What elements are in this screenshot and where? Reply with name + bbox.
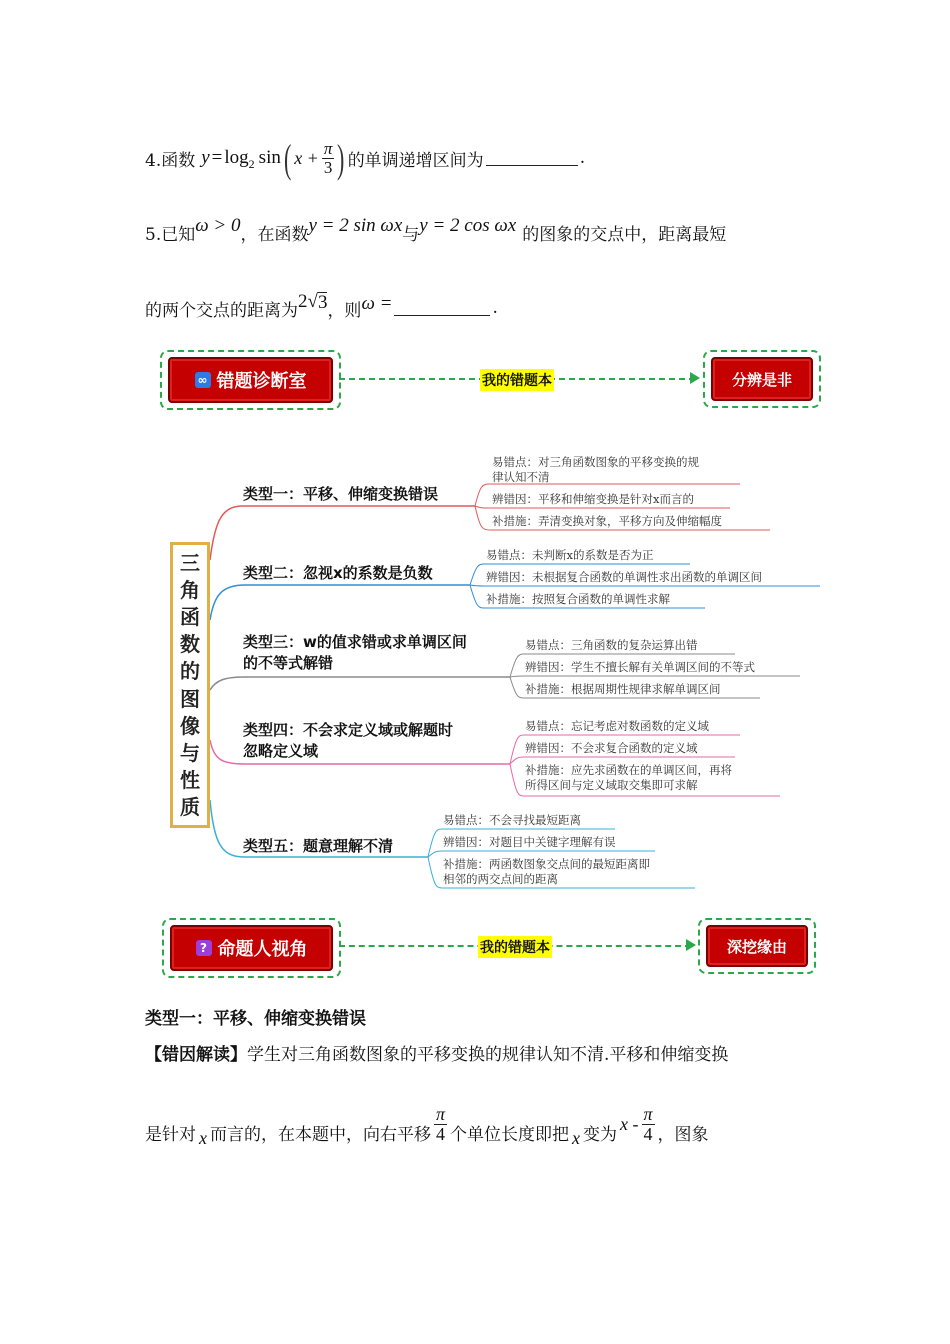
category-5-leaf: 补措施：两函数图象交点间的最短距离即 [443, 857, 650, 871]
banner-2-mid-label: 我的错题本 [478, 936, 552, 958]
problem-5-omega-cond: ω > 0 [195, 215, 241, 236]
reason-x-1: x [199, 1127, 207, 1148]
category-1-leaf: 补措施：弄清变换对象，平移方向及伸缩幅度 [492, 514, 722, 528]
root-char: 三 [180, 550, 200, 575]
reason-line2-d: 变为 [583, 1124, 618, 1145]
sqrt-symbol: √ [307, 291, 318, 312]
root-char: 函 [180, 604, 200, 629]
banner-1-mid-label: 我的错题本 [480, 369, 554, 391]
problem-4-pi: π [323, 138, 333, 158]
arrow-right-icon [686, 939, 696, 951]
category-4-leaf: 辨错因：不会求复合函数的定义域 [525, 741, 698, 755]
problem-4-x-plus: x + [294, 147, 319, 168]
problem-5-with: 与 [402, 224, 420, 245]
problem-4-prefix: 4.函数 [145, 150, 196, 171]
reason-paragraph-line-2 [145, 1102, 709, 1162]
reason-paragraph-line-1 [145, 1040, 728, 1065]
reason-line2-c: 个单位长度即把 [450, 1124, 570, 1145]
root-char: 的 [180, 659, 200, 684]
problem-5-then: ，则 [327, 300, 362, 321]
branch-3 [210, 677, 510, 690]
category-2-leaf: 易错点：未判断x的系数是否为正 [486, 548, 654, 562]
leaf-line [510, 676, 800, 677]
category-1-leaf: 辨错因：平移和伸缩变换是针对x而言的 [492, 492, 694, 506]
reason-pi: π [643, 1103, 653, 1124]
reason-text: 学生对三角函数图象的平移变换的规律认知不清.平移和伸缩变换 [247, 1045, 729, 1065]
reason-line2-b: 而言的，在本题中，向右平移 [210, 1124, 431, 1145]
problem-4-end: . [579, 148, 586, 168]
banner-2-right-button [706, 925, 808, 967]
reason-tag: 【错因解读】 [145, 1045, 247, 1065]
banner-1-right-label: 分辨是非 [731, 370, 792, 389]
right-paren: ) [337, 135, 345, 181]
category-2-leaf: 补措施：按照复合函数的单调性求解 [486, 592, 670, 606]
leaf-line [470, 585, 820, 586]
category-3-leaf: 补措施：根据周期性规律求解单调区间 [525, 682, 721, 696]
link-icon: ∞ [195, 372, 211, 388]
problem-5-f1: y = 2 sin ωx [308, 215, 403, 236]
problem-4-suffix: 的单调递增区间为 [347, 150, 484, 171]
problem-5-omega-eq: ω = [361, 293, 393, 314]
category-3-title-line-1: 类型三：w的值求错或求单调区间 [243, 633, 467, 651]
root-char: 质 [180, 795, 200, 820]
category-3-title-line-2: 的不等式解错 [243, 654, 334, 672]
category-4-title-line-1: 类型四：不会求定义域或解题时 [243, 721, 454, 739]
problem-4-log: log [224, 147, 249, 168]
problem-4-log-base: 2 [248, 156, 255, 171]
category-5-leaf: 辨错因：对题目中关键字理解有误 [443, 835, 616, 849]
section-heading: 类型一：平移、伸缩变换错误 [145, 1009, 366, 1029]
category-1-title: 类型一：平移、伸缩变换错误 [243, 485, 439, 503]
branch-1 [210, 506, 475, 560]
root-char: 像 [180, 713, 200, 738]
problem-4-sin: sin [258, 147, 281, 168]
left-paren: ( [283, 135, 292, 181]
problem-5-dist-coef: 2 [298, 291, 308, 312]
reason-fraction-pi-over-4 [434, 1105, 447, 1144]
problem-5-f2: y = 2 cos ωx [419, 215, 517, 236]
banner-1-left-label: 错题诊断室 [216, 371, 307, 392]
category-3-leaf: 易错点：三角函数的复杂运算出错 [525, 638, 698, 652]
problem-5-comma: ，在函数 [240, 224, 309, 245]
root-char: 数 [180, 632, 200, 657]
banner-2-right-label: 深挖缘由 [726, 937, 787, 956]
problem-4-eq: = [211, 147, 223, 168]
category-4-leaf: 补措施：应先求函数在的单调区间，再将 [525, 763, 732, 777]
mindmap-root [170, 542, 210, 828]
category-5-title: 类型五：题意理解不清 [243, 837, 394, 855]
problem-5-prefix: 5.已知 [145, 224, 196, 245]
category-2-leaf: 辨错因：未根据复合函数的单调性求出函数的单调区间 [486, 570, 762, 584]
category-4-leaf: 所得区间与定义域取交集即可求解 [525, 778, 698, 792]
reason-x-minus: x - [620, 1113, 639, 1134]
category-2-title: 类型二：忽视x的系数是负数 [243, 564, 433, 582]
reason-four: 4 [436, 1123, 446, 1144]
category-4-leaf: 易错点：忘记考虑对数函数的定义域 [525, 719, 709, 733]
reason-x-2: x [572, 1127, 581, 1148]
reason-four: 4 [643, 1123, 653, 1144]
problem-5-dist-rad: 3 [317, 291, 328, 313]
category-1-leaf: 易错点：对三角函数图象的平移变换的规 [492, 455, 699, 469]
reason-line2-a: 是针对 [145, 1124, 196, 1145]
category-5-leaf: 易错点：不会寻找最短距离 [443, 813, 581, 827]
root-char: 图 [180, 686, 200, 711]
category-5-leaf: 相邻的两交点间的距离 [443, 872, 558, 886]
banner-2-left-button [170, 925, 333, 971]
root-char: 角 [180, 577, 200, 602]
problem-5-line2-prefix: 的两个交点的距离为 [145, 300, 298, 321]
category-4-title-line-2: 忽略定义域 [243, 742, 319, 760]
problem-4-y: y [201, 147, 210, 168]
banner-2-left-label: 命题人视角 [217, 939, 308, 960]
root-char: 性 [180, 768, 200, 793]
root-char: 与 [180, 740, 200, 765]
question-icon: ? [196, 940, 212, 956]
category-3-leaf: 辨错因：学生不擅长解有关单调区间的不等式 [525, 660, 755, 674]
reason-line2-e: ，图象 [657, 1124, 709, 1145]
problem-5-end: . [492, 298, 498, 318]
reason-fraction-pi-over-4-b [642, 1105, 655, 1144]
category-1-leaf: 律认知不清 [492, 470, 550, 484]
branch-2 [210, 585, 470, 620]
reason-pi: π [436, 1103, 446, 1124]
problem-5-tail: 的图象的交点中，距离最短 [522, 224, 727, 245]
problem-4-three: 3 [323, 157, 333, 177]
